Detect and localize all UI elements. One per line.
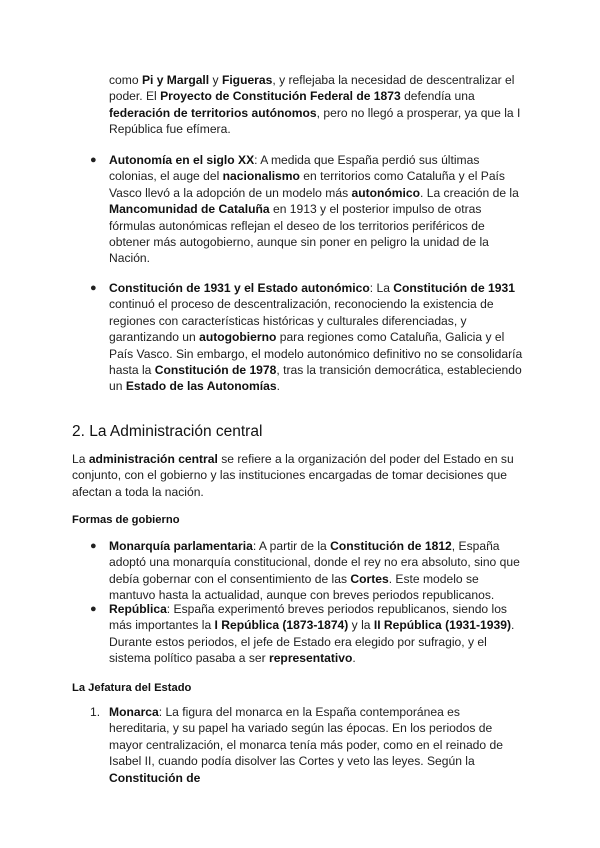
bold-run: II República (1931-1939)	[373, 618, 511, 633]
text-run: : La figura del monarca en la España contemporánea es hereditaria, y su papel ha variado según las épocas. En los periodos de mayor centralización, el monarca tenía más poder, como en el reinado de Isabel II, cuando podía disolver las Cortes y veto las leyes. Según la	[109, 705, 503, 769]
bold-run: nacionalismo	[222, 169, 300, 184]
text-run: .	[276, 379, 280, 394]
text-run: : A partir de la	[252, 539, 331, 553]
bullet-marker: ●	[90, 282, 97, 294]
text-run: se refiere a la organización del poder del Estado en su conjunto, con el gobierno y las instituciones encargadas de tomar decisiones que afectan a toda la nación.	[72, 452, 514, 499]
bullet-marker: ●	[90, 154, 97, 166]
text-run: : La	[369, 281, 394, 295]
text-run: .	[352, 651, 356, 666]
bold-run: Constitución de 1931 y el Estado autonómico	[109, 281, 370, 295]
bold-run: Mancomunidad de Cataluña	[109, 202, 270, 217]
text-run: . Este modelo se mantuvo hasta la actualidad, aunque con breves periodos republicanos.	[109, 571, 495, 603]
bold-run: República	[109, 602, 167, 616]
text-run: y la	[348, 618, 374, 633]
bold-run: Estado de las Autonomías	[125, 379, 277, 394]
bold-run: administración central	[88, 452, 218, 466]
text-run: y	[209, 73, 222, 87]
bold-run: I República (1873-1874)	[214, 618, 349, 633]
text-run: : A medida que España perdió sus últimas colonias, el auge del	[109, 153, 480, 184]
text-run: para regiones como Cataluña, Galicia y el País Vasco. Sin embargo, el modelo autonómico definitivo no se consolidaría hasta la	[109, 330, 523, 378]
bullet-marker: ●	[90, 540, 97, 552]
list-number: 1.	[90, 705, 101, 719]
parliamentary-monarchy-item	[109, 538, 523, 604]
bold-run: Cortes	[350, 571, 389, 586]
bold-run: Constitución de 1931	[393, 281, 515, 295]
subheading-head-of-state: La Jefatura del Estado	[72, 682, 192, 694]
text-run: en territorios como Cataluña y el País Vasco llevó a la adopción de un modelo más	[109, 169, 505, 200]
bold-run: Constitución de 1978	[154, 363, 277, 378]
text-run: . Durante estos periodos, el jefe de Estado era elegido por sufragio, y el sistema político pasaba a ser	[109, 618, 515, 666]
section-heading: 2. La Administración central	[72, 423, 263, 440]
text-run: : España experimentó breves periodos republicanos, siendo los más importantes la	[109, 602, 507, 633]
bold-run: federación de territorios autónomos	[109, 105, 317, 120]
bold-run: Pi y Margall	[141, 73, 210, 87]
bold-run: Monarquía parlamentaria	[109, 539, 253, 553]
constitution-1931-item	[109, 280, 523, 395]
bold-run: representativo	[269, 651, 353, 666]
text-run: como	[109, 73, 142, 87]
bold-run: Autonomía en el siglo XX	[109, 153, 255, 167]
bold-run: Constitución de	[109, 770, 201, 785]
bold-run: Figueras	[221, 73, 273, 87]
bullet-marker: ●	[90, 603, 97, 615]
republic-item	[109, 601, 523, 667]
text-run: , y reflejaba la necesidad de descentralizar el poder. El	[109, 73, 515, 104]
text-run: , tras la transición democrática, estableciendo un	[109, 363, 522, 394]
intro-continuation-paragraph	[109, 72, 523, 138]
bold-run: Monarca	[109, 705, 159, 719]
text-run: defendía una	[400, 89, 475, 104]
text-run: . La creación de la	[420, 185, 519, 200]
text-run: , pero no llegó a prosperar, ya que la I República fue efímera.	[109, 105, 521, 137]
bold-run: autogobierno	[199, 330, 277, 345]
text-run: , España adoptó una monarquía constitucional, donde el rey no era absoluto, sino que debía gobernar con el consentimiento de las	[109, 539, 520, 586]
bold-run: Proyecto de Constitución Federal de 1873	[160, 89, 401, 104]
subheading-forms-of-government: Formas de gobierno	[72, 514, 180, 526]
monarch-item	[109, 704, 523, 786]
text-run: La	[72, 452, 89, 466]
bold-run: Constitución de 1812	[330, 539, 452, 553]
text-run: en 1913 y el posterior impulso de otras fórmulas autonómicas reflejan el deseo de los territorios periféricos de obtener más autogobierno, aunque sin poner en peligro la unidad de la Nación.	[109, 202, 489, 266]
central-administration-paragraph	[72, 451, 524, 500]
bold-run: autonómico	[351, 185, 421, 200]
text-run: continuó el proceso de descentralización, reconociendo la existencia de regiones con características históricas y culturales diferenciadas, y garantizando un	[109, 297, 494, 345]
autonomy-20th-century-item	[109, 152, 523, 267]
